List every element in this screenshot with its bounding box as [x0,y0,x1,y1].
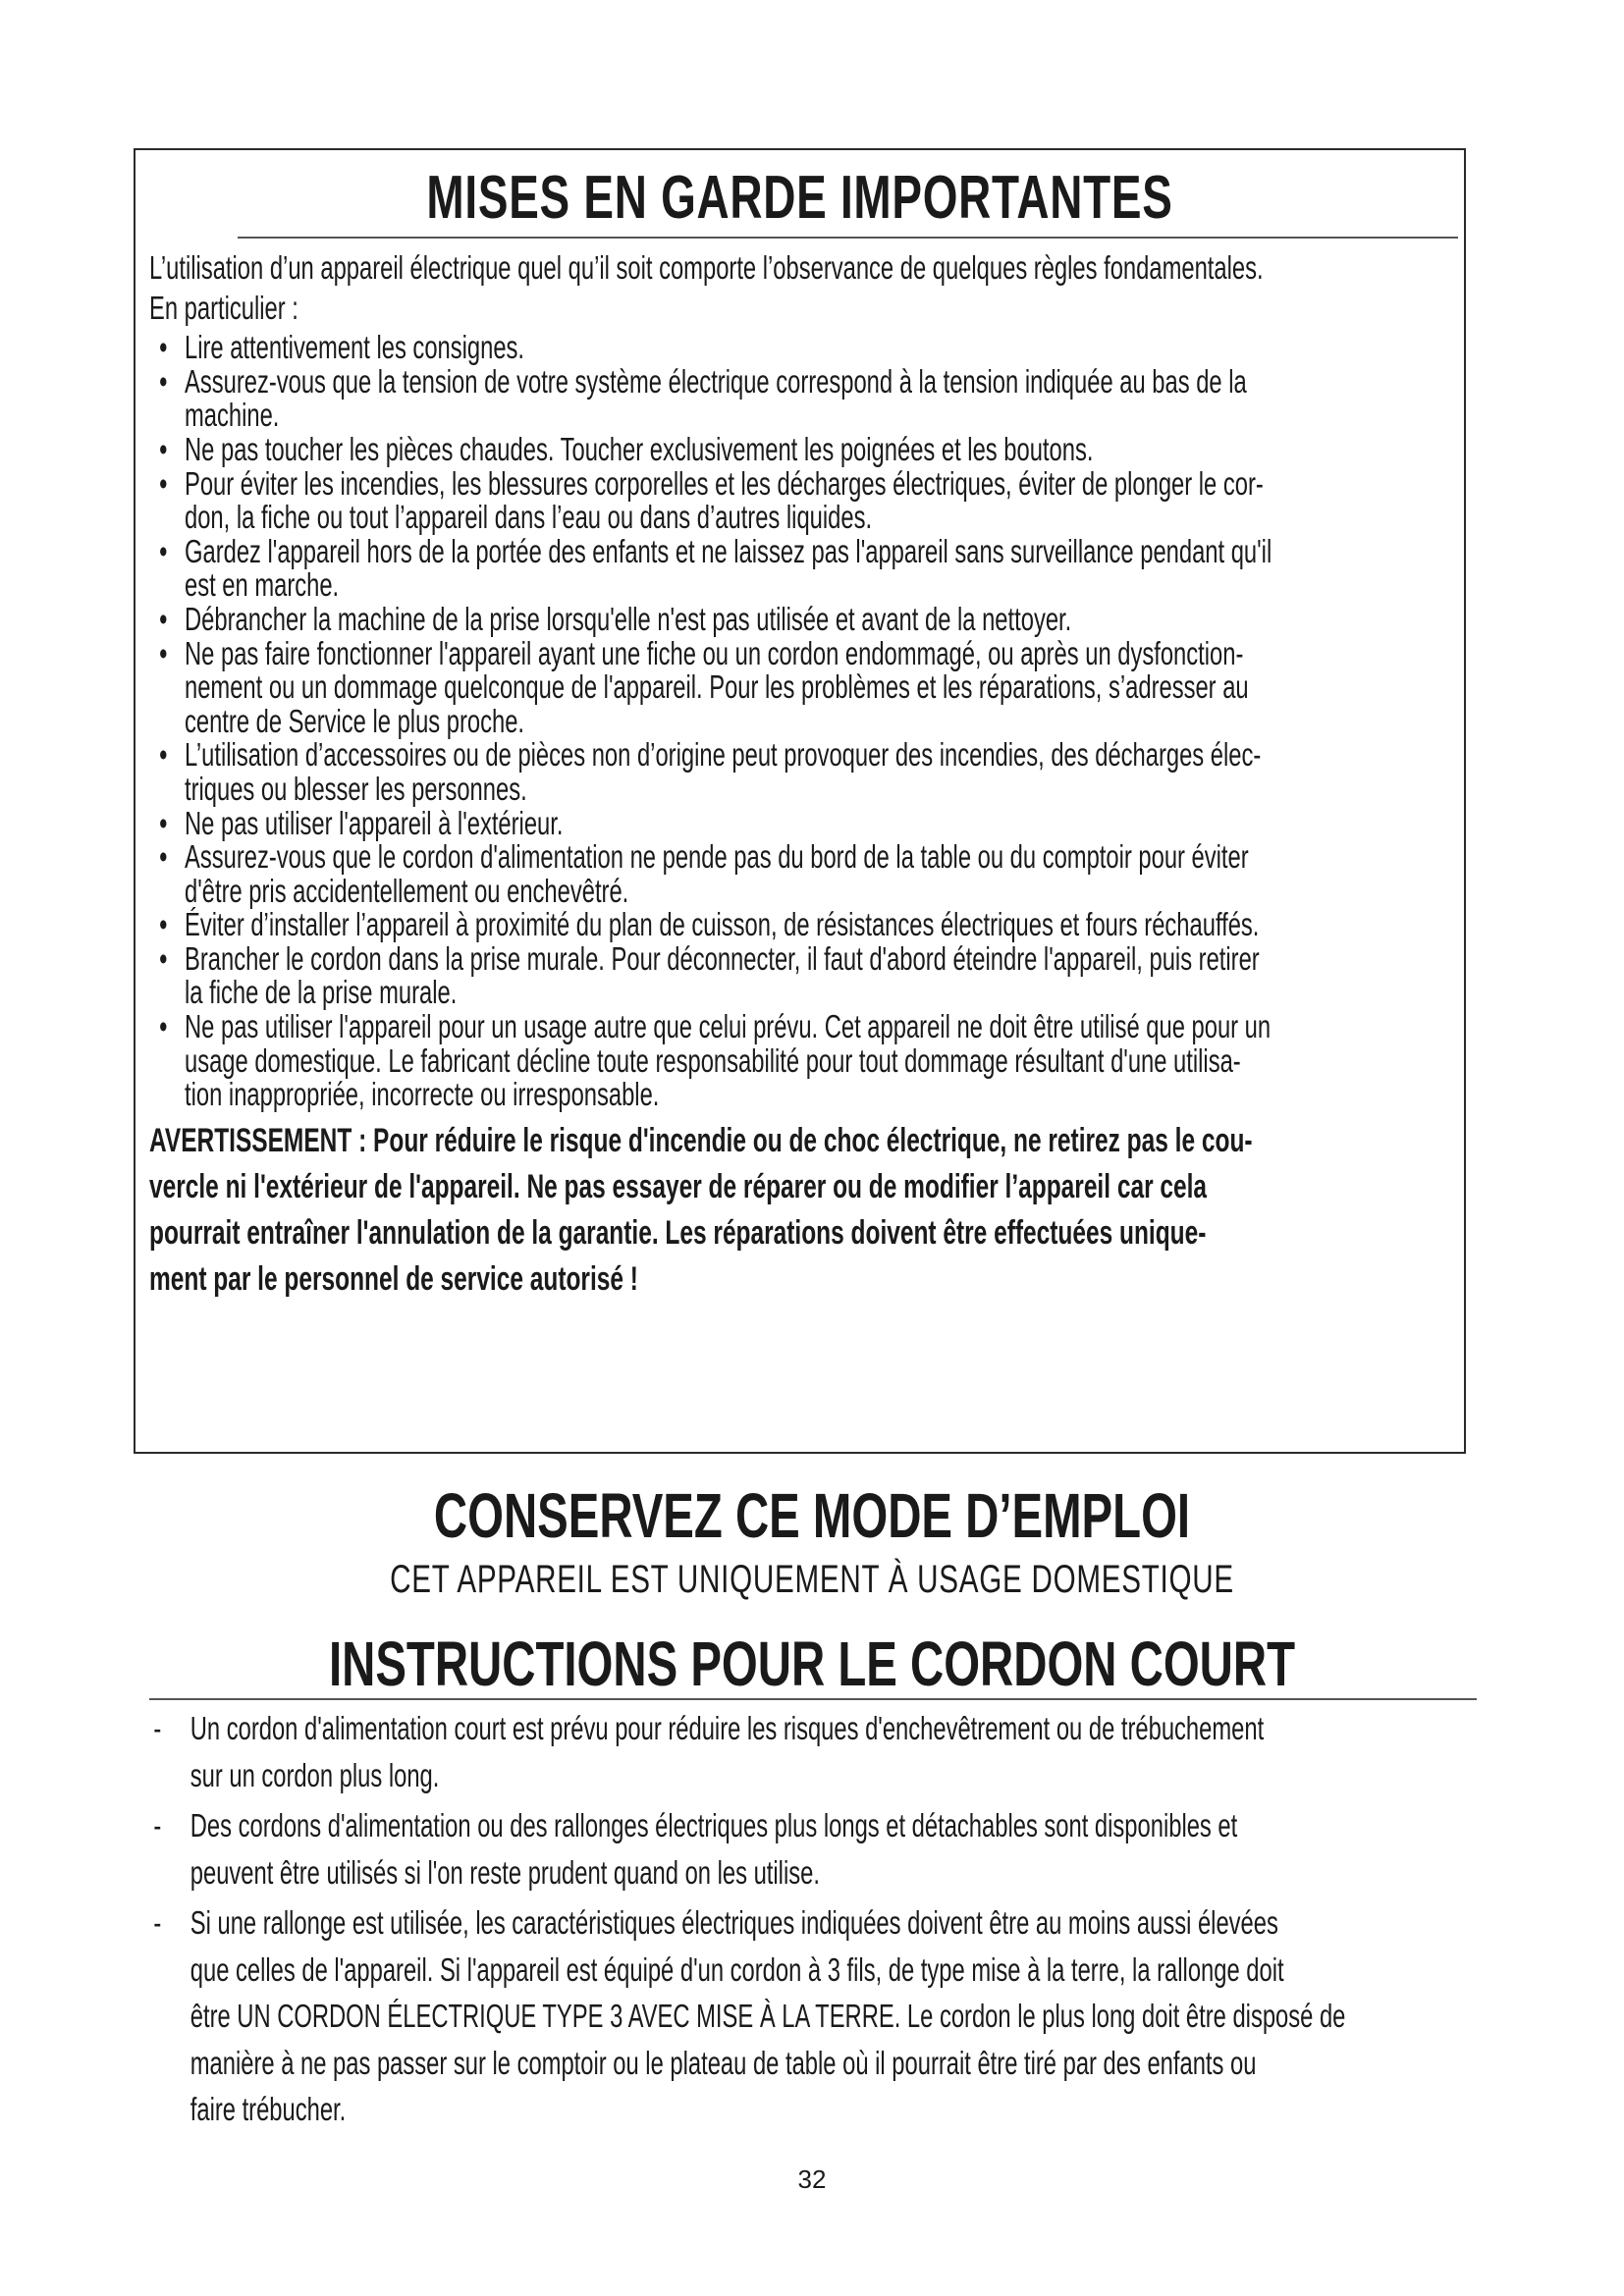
list-item-line: don, la fiche ou tout l’appareil dans l’eau ou dans d’autres liquides. [185,499,873,536]
list-item-line: Assurez-vous que la tension de votre système électrique correspond à la tension indiquée au bas de la [185,362,1247,400]
list-item-line: Ne pas toucher les pièces chaudes. Toucher exclusivement les poignées et les boutons. [185,430,1094,467]
warning-list-item [149,532,1422,604]
domestic-use-subheading: CET APPAREIL EST UNIQUEMENT À USAGE DOMESTIQUE [390,1558,1234,1601]
warning-line: vercle ni l'extérieur de l'appareil. Ne pas essayer de réparer ou de modifier l’appareil car cela [149,1167,1208,1205]
warning-paragraph [149,1118,1422,1303]
dash-icon: - [153,1904,162,1941]
list-item-line: peuvent être utilisés si l'on reste prudent quand on les utilise. [189,1853,820,1891]
keep-manual-heading-wrap [0,1476,1624,1555]
list-item-line: triques ou blesser les personnes. [185,770,527,807]
list-item-line: Gardez l'appareil hors de la portée des enfants et ne laissez pas l'appareil sans surveillance pendant qu'il [185,532,1272,569]
cord-list-item [149,1899,1464,2133]
warning-list-item [149,840,1422,908]
list-item-line: usage domestique. Le fabricant décline toute responsabilité pour tout dommage résultant d'une utilisa- [185,1041,1241,1079]
list-item-line: Un cordon d'alimentation court est prévu pour réduire les risques d'enchevêtrement ou de trébuchement [189,1710,1265,1746]
list-item-line: Éviter d’installer l’appareil à proximité du plan de cuisson, de résistances électriques et fours réchauffés. [185,906,1260,943]
warning-list-item [149,464,1422,536]
warning-list-item [149,1010,1422,1112]
list-item-line: tion inappropriée, incorrecte ou irresponsable. [185,1076,660,1113]
warning-list-item [149,331,1422,365]
dash-icon: - [153,1710,162,1746]
list-item-line: Ne pas utiliser l'appareil pour un usage autre que celui prévu. Cet appareil ne doit être utilisé que pour un [185,1008,1272,1045]
list-item-line: faire trébucher. [189,2091,347,2127]
warning-list-item [149,634,1422,739]
list-item-line: Brancher le cordon dans la prise murale. Pour déconnecter, il faut d'abord éteindre l'appareil, puis retirer [185,939,1260,977]
bullet-icon: • [159,634,168,671]
list-item-line: sur un cordon plus long. [189,1756,440,1793]
bullet-icon: • [159,464,168,502]
warnings-box [134,148,1466,1454]
cord-list-item [149,1705,1464,1798]
dash-icon: - [153,1807,162,1843]
list-item-line: L’utilisation d’accessoires ou de pièces non d’origine peut provoquer des incendies, des décharges élec- [185,736,1262,774]
list-item-line: machine. [185,397,280,434]
bullet-icon: • [159,329,168,366]
list-item-line: Des cordons d'alimentation ou des rallonges électriques plus longs et détachables sont disponibles et [189,1807,1238,1843]
bullet-icon: • [159,362,168,400]
warning-list-item [149,804,1422,841]
bullet-icon: • [159,906,168,943]
bullet-icon: • [159,838,168,876]
bullet-icon: • [159,736,168,774]
warnings-title: MISES EN GARDE IMPORTANTES [426,164,1173,232]
list-item-line: Lire attentivement les consignes. [185,329,525,366]
warning-line: pourrait entraîner l'annulation de la garantie. Les réparations doivent être effectuées unique- [149,1213,1207,1252]
list-item-line: manière à ne pas passer sur le comptoir ou le plateau de table où il pourrait être tiré par des enfants ou [189,2044,1257,2081]
warning-list-item [149,430,1422,467]
list-item-line: Pour éviter les incendies, les blessures corporelles et les décharges électriques, éviter de plonger le cor- [185,464,1264,502]
title-underline [238,237,1458,239]
warning-list-item [149,362,1422,434]
page-number: 32 [797,2164,827,2194]
warning-line: AVERTISSEMENT : Pour réduire le risque d'incendie ou de choc électrique, ne retirez pas le cou- [149,1121,1253,1159]
intro-subtext: En particulier : [149,289,298,326]
domestic-use-subheading-wrap [0,1555,1624,1604]
keep-manual-heading: CONSERVEZ CE MODE D’EMPLOI [433,1480,1191,1551]
cord-heading-wrap [0,1625,1624,1703]
bullet-icon: • [159,939,168,977]
list-item-line: la fiche de la prise murale. [185,974,458,1011]
cord-list-item [149,1802,1464,1896]
bullet-icon: • [159,1008,168,1045]
list-item-line: être UN CORDON ÉLECTRIQUE TYPE 3 AVEC MISE À LA TERRE. Le cordon le plus long doit être disposé de [189,1998,1346,2034]
warning-list-item [149,939,1422,1011]
list-item-line: Assurez-vous que le cordon d'alimentation ne pende pas du bord de la table ou du comptoir pour éviter [185,838,1249,876]
bullet-icon: • [159,430,168,467]
cord-heading: INSTRUCTIONS POUR LE CORDON COURT [328,1629,1296,1699]
list-item-line: nement ou un dommage quelconque de l'appareil. Pour les problèmes et les réparations, s’adresser au [185,668,1249,706]
list-item-line: d'être pris accidentellement ou enchevêtré. [185,872,629,909]
warning-list-item [149,908,1422,942]
warning-list-item [149,738,1422,806]
cord-list [149,1705,1464,2137]
list-item-line: centre de Service le plus proche. [185,702,525,739]
list-item-line: Si une rallonge est utilisée, les caractéristiques électriques indiquées doivent être au moins aussi élevées [189,1904,1278,1941]
intro-text: L’utilisation d’un appareil électrique quel qu’il soit comporte l’observance de quelques règles fondamentales. [149,249,1264,286]
warning-line: ment par le personnel de service autorisé ! [149,1259,638,1298]
list-item-line: Débrancher la machine de la prise lorsqu'elle n'est pas utilisée et avant de la nettoyer. [185,600,1072,637]
list-item-line: que celles de l'appareil. Si l'appareil est équipé d'un cordon à 3 fils, de type mise à la terre, la rallonge doit [189,1950,1284,1988]
bullet-icon: • [159,600,168,637]
cord-heading-underline [149,1698,1477,1700]
list-item-line: Ne pas faire fonctionner l'appareil ayant une fiche ou un cordon endommagé, ou après un dysfonction- [185,634,1244,671]
list-item-line: Ne pas utiliser l'appareil à l'extérieur. [185,804,564,841]
bullet-icon: • [159,804,168,841]
warnings-list [149,331,1422,1112]
warnings-content [149,251,1422,1303]
list-item-line: est en marche. [185,566,340,604]
bullet-icon: • [159,532,168,569]
warning-list-item [149,600,1422,637]
